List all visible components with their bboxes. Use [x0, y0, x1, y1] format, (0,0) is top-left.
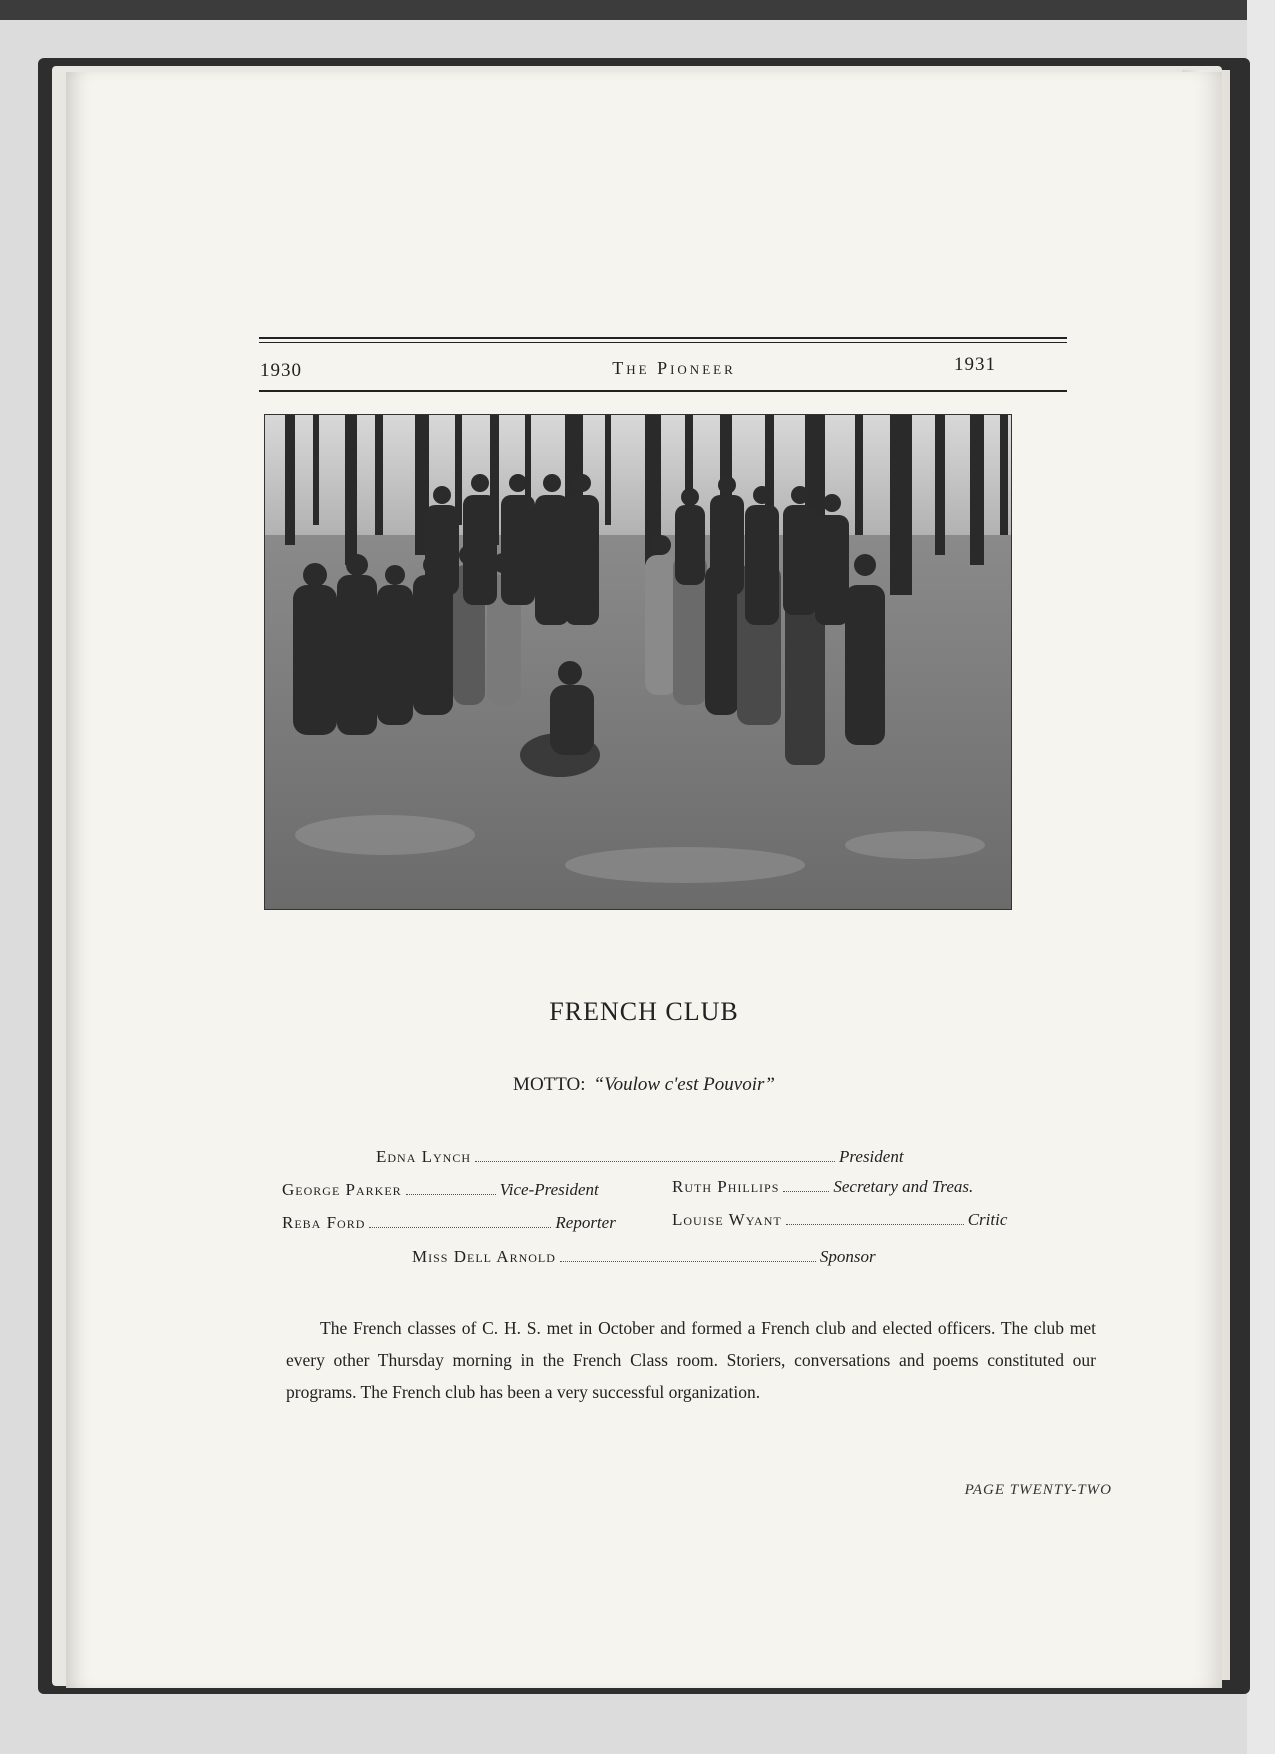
leader-dots	[475, 1149, 835, 1162]
secretary-role: Secretary and Treas.	[833, 1177, 974, 1196]
officer-sponsor	[412, 1247, 876, 1271]
yearbook-page	[66, 72, 1222, 1688]
header-title: The Pioneer	[612, 358, 736, 378]
officer-critic	[672, 1210, 1007, 1234]
officer-reporter	[282, 1213, 616, 1237]
president-role: President	[839, 1147, 904, 1166]
officer-president	[376, 1147, 904, 1171]
vp-name: George Parker	[282, 1180, 402, 1199]
officer-secretary	[672, 1177, 973, 1201]
leader-dots	[406, 1182, 496, 1195]
club-description: The French classes of C. H. S. met in October and formed a French club and elected officers. The club met every other Thursday morning in the French Class room. Storiers, conversations and poems constituted our programs. The French club has been a very successful organization.	[286, 1318, 1096, 1402]
leader-dots	[560, 1249, 816, 1262]
leader-dots	[786, 1212, 964, 1225]
motto-text: “Voulow c'est Pouvoir”	[593, 1074, 775, 1095]
leader-dots	[369, 1215, 551, 1228]
president-name: Edna Lynch	[376, 1147, 472, 1166]
critic-name: Louise Wyant	[672, 1210, 782, 1229]
photo-illustration	[265, 415, 1011, 909]
motto-label: MOTTO:	[513, 1074, 586, 1095]
club-title: FRENCH CLUB	[549, 997, 739, 1026]
header-year-left: 1930	[260, 360, 302, 381]
vp-role: Vice-President	[499, 1180, 599, 1199]
sponsor-role: Sponsor	[819, 1247, 876, 1266]
header-rule-top	[259, 337, 1067, 339]
club-motto	[66, 1074, 1222, 1096]
reporter-name: Reba Ford	[282, 1213, 366, 1232]
secretary-name: Ruth Phillips	[672, 1177, 780, 1196]
scan-background-right	[1247, 0, 1275, 1754]
header-rule-bottom	[259, 390, 1067, 392]
reporter-role: Reporter	[555, 1213, 616, 1232]
club-group-photo	[264, 414, 1012, 910]
header-year-right: 1931	[954, 354, 996, 375]
scan-background-top	[0, 0, 1275, 20]
header-rule-top-thin	[259, 342, 1067, 343]
officer-vice-president	[282, 1180, 599, 1204]
sponsor-name: Miss Dell Arnold	[412, 1247, 556, 1266]
leader-dots	[783, 1179, 829, 1192]
page-number: PAGE TWENTY-TWO	[964, 1482, 1112, 1498]
critic-role: Critic	[967, 1210, 1008, 1229]
